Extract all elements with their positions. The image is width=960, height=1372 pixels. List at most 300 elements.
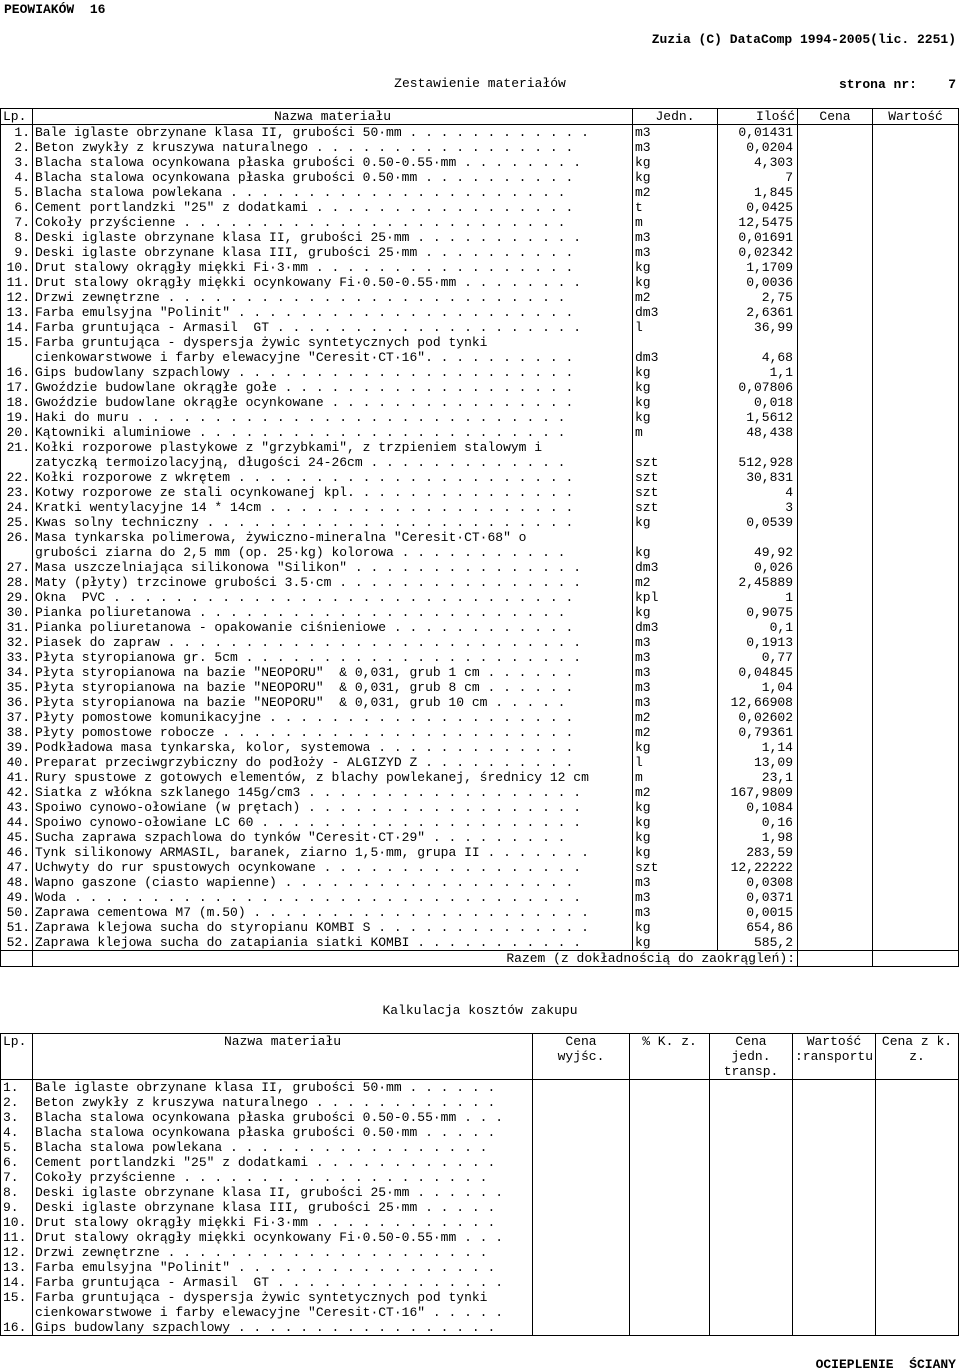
table-row bbox=[1, 1290, 959, 1320]
row-name bbox=[33, 530, 633, 560]
row-lp: 37. bbox=[6, 710, 30, 725]
table-row bbox=[1, 845, 959, 860]
row-name bbox=[33, 740, 633, 755]
row-unit: kg bbox=[633, 395, 718, 410]
row-price bbox=[798, 155, 873, 170]
doc-footer: OCIEPLENIE ŚCIANY bbox=[815, 1357, 956, 1372]
row-price-with-cost bbox=[876, 1230, 959, 1245]
row-name-line: Deski iglaste obrzynane klasa III, grubości 25·mm . . . . . bbox=[35, 1200, 496, 1215]
row-name-line: Cement portlandzki "25" z dodatkami . . . . . . . . . . . . . . . . . bbox=[35, 200, 574, 215]
row-name-line: Zaprawa cementowa M7 (m.50) . . . . . . . . . . . . . . . . . . . . . . bbox=[35, 905, 589, 920]
table-row bbox=[1, 155, 959, 170]
row-price bbox=[798, 650, 873, 665]
row-price-with-cost bbox=[876, 1245, 959, 1260]
row-name-line: Bale iglaste obrzynane klasa II, grubości 50·mm . . . . . . bbox=[35, 1080, 496, 1095]
row-qty: 36,99 bbox=[718, 320, 798, 335]
row-transport-value bbox=[793, 1155, 876, 1170]
row-lp: 5. bbox=[3, 1140, 19, 1155]
row-lp: 13. bbox=[6, 305, 30, 320]
page-number: 7 bbox=[948, 77, 956, 92]
col-unit: Jedn. bbox=[633, 109, 718, 125]
table-row bbox=[1, 905, 959, 920]
row-lp: 40. bbox=[6, 755, 30, 770]
row-lp: 41. bbox=[6, 770, 30, 785]
row-transport-value bbox=[793, 1170, 876, 1185]
row-price bbox=[798, 185, 873, 200]
row-name-line: Kratki wentylacyjne 14 * 14cm . . . . . . . . . . . . . . . . . . . . bbox=[35, 500, 574, 515]
row-qty: 585,2 bbox=[718, 935, 798, 951]
row-name bbox=[33, 305, 633, 320]
table-row bbox=[1, 890, 959, 905]
row-price bbox=[798, 815, 873, 830]
row-unit: m3 bbox=[633, 905, 718, 920]
row-lp: 11. bbox=[3, 1230, 27, 1245]
row-name bbox=[33, 185, 633, 200]
table-row bbox=[1, 590, 959, 605]
program-info: Zuzia (C) DataComp 1994-2005(lic. 2251) bbox=[651, 32, 956, 47]
row-name-line: Bale iglaste obrzynane klasa II, grubości 50·mm . . . . . . . . . . . . bbox=[35, 125, 589, 140]
row-name-line: Blacha stalowa ocynkowana płaska grubości 0.50-0.55·mm . . . . . . . . bbox=[35, 155, 582, 170]
row-price bbox=[798, 755, 873, 770]
row-price bbox=[798, 200, 873, 215]
materials-table bbox=[0, 108, 959, 967]
row-transport-unit-price bbox=[710, 1125, 793, 1140]
row-lp: 9. bbox=[3, 1200, 19, 1215]
row-name-line: Preparat przeciwgrzybiczny do podłoży - ALGIZYD Z . . . . . . . . . . bbox=[35, 755, 574, 770]
row-name bbox=[33, 470, 633, 485]
row-name-line: Piasek do zapraw . . . . . . . . . . . . . . . . . . . . . . . . . . . bbox=[35, 635, 582, 650]
row-value bbox=[873, 620, 959, 635]
row-qty: 0,1 bbox=[718, 620, 798, 635]
row-lp: 20. bbox=[6, 425, 30, 440]
row-transport-unit-price bbox=[710, 1185, 793, 1200]
row-value bbox=[873, 800, 959, 815]
table-row bbox=[1, 1260, 959, 1275]
row-name-line: Deski iglaste obrzynane klasa III, grubości 25·mm . . . . . . . . . . bbox=[35, 245, 574, 260]
col-lp: Lp. bbox=[1, 1034, 33, 1080]
row-name bbox=[33, 245, 633, 260]
row-value bbox=[873, 515, 959, 530]
row-price bbox=[798, 410, 873, 425]
row-name bbox=[33, 395, 633, 410]
row-purchase-cost-percent bbox=[630, 1320, 710, 1336]
row-unit: szt bbox=[633, 860, 718, 875]
table-row bbox=[1, 470, 959, 485]
table-row bbox=[1, 290, 959, 305]
row-lp: 19. bbox=[6, 410, 30, 425]
row-name-line: Cokoły przyścienne . . . . . . . . . . . . . . . . . . . . . . . . . bbox=[35, 215, 566, 230]
table-row bbox=[1, 575, 959, 590]
row-lp: 35. bbox=[6, 680, 30, 695]
row-name bbox=[33, 665, 633, 680]
row-qty: 1 bbox=[718, 590, 798, 605]
row-lp: 3. bbox=[3, 1110, 19, 1125]
table-row bbox=[1, 680, 959, 695]
row-lp: 39. bbox=[6, 740, 30, 755]
row-purchase-cost-percent bbox=[630, 1260, 710, 1275]
row-lp: 27. bbox=[6, 560, 30, 575]
row-lp: 14. bbox=[3, 1275, 27, 1290]
row-name bbox=[33, 755, 633, 770]
row-unit: dm3 bbox=[633, 560, 718, 575]
row-purchase-cost-percent bbox=[630, 1230, 710, 1245]
row-name-line: Maty (płyty) trzcinowe grubości 3.5·cm . . . . . . . . . . . . . . . . bbox=[35, 575, 582, 590]
row-price-with-cost bbox=[876, 1155, 959, 1170]
row-price bbox=[798, 140, 873, 155]
row-price bbox=[798, 590, 873, 605]
row-lp: 42. bbox=[6, 785, 30, 800]
row-unit: kg bbox=[633, 275, 718, 290]
row-value bbox=[873, 185, 959, 200]
table-row bbox=[1, 1245, 959, 1260]
row-price-with-cost bbox=[876, 1080, 959, 1096]
row-purchase-cost-percent bbox=[630, 1215, 710, 1230]
row-transport-value bbox=[793, 1110, 876, 1125]
table-row bbox=[1, 500, 959, 515]
row-transport-value bbox=[793, 1140, 876, 1155]
row-transport-unit-price bbox=[710, 1155, 793, 1170]
col-price: Cena bbox=[798, 109, 873, 125]
row-unit: kg bbox=[633, 920, 718, 935]
row-value bbox=[873, 650, 959, 665]
row-value bbox=[873, 875, 959, 890]
row-qty: 1,5612 bbox=[718, 410, 798, 425]
table-row bbox=[1, 515, 959, 530]
row-value bbox=[873, 305, 959, 320]
row-price bbox=[798, 605, 873, 620]
row-price-with-cost bbox=[876, 1170, 959, 1185]
row-qty: 0,0036 bbox=[718, 275, 798, 290]
row-qty: 12,5475 bbox=[718, 215, 798, 230]
row-name bbox=[33, 1155, 533, 1170]
materials-total-row bbox=[1, 951, 959, 967]
row-value bbox=[873, 590, 959, 605]
row-value bbox=[873, 905, 959, 920]
row-price bbox=[798, 800, 873, 815]
row-name-line: Blacha stalowa powlekana . . . . . . . . . . . . . . . . . bbox=[35, 1140, 488, 1155]
row-base-price bbox=[533, 1320, 630, 1336]
row-name bbox=[33, 155, 633, 170]
row-unit: kpl bbox=[633, 590, 718, 605]
table-row bbox=[1, 1275, 959, 1290]
table-row bbox=[1, 425, 959, 440]
row-transport-unit-price bbox=[710, 1095, 793, 1110]
row-name-line: Deski iglaste obrzynane klasa II, grubości 25·mm . . . . . . . . . . . bbox=[35, 230, 582, 245]
table-row bbox=[1, 650, 959, 665]
row-lp: 30. bbox=[6, 605, 30, 620]
table-row bbox=[1, 785, 959, 800]
row-name bbox=[33, 365, 633, 380]
row-value bbox=[873, 680, 959, 695]
row-name-line: cienkowarstwowe i farby elewacyjne "Ceresit·CT·16" . . . . . bbox=[35, 1305, 504, 1320]
table-row bbox=[1, 860, 959, 875]
table-row bbox=[1, 140, 959, 155]
row-value bbox=[873, 890, 959, 905]
table-row bbox=[1, 815, 959, 830]
row-unit: szt bbox=[633, 485, 718, 500]
row-qty: 0,77 bbox=[718, 650, 798, 665]
row-lp: 21. bbox=[6, 440, 30, 455]
row-qty: 0,026 bbox=[718, 560, 798, 575]
doc-header-right bbox=[652, 2, 956, 107]
row-price bbox=[798, 935, 873, 951]
row-lp: 45. bbox=[6, 830, 30, 845]
row-name bbox=[33, 695, 633, 710]
row-unit: szt bbox=[633, 470, 718, 485]
row-name-line: Haki do muru . . . . . . . . . . . . . . . . . . . . . . . . . . . . bbox=[35, 410, 566, 425]
table-row bbox=[1, 635, 959, 650]
row-name bbox=[33, 410, 633, 425]
row-price bbox=[798, 170, 873, 185]
table-row bbox=[1, 1095, 959, 1110]
row-name-line: Gips budowlany szpachlowy . . . . . . . . . . . . . . . . . bbox=[35, 1320, 496, 1335]
row-name bbox=[33, 935, 633, 951]
row-lp: 4. bbox=[14, 170, 30, 185]
row-name-line: Farba emulsyjna "Polinit" . . . . . . . . . . . . . . . . . . . . . . bbox=[35, 305, 574, 320]
row-transport-unit-price bbox=[710, 1290, 793, 1320]
row-value bbox=[873, 380, 959, 395]
row-name-line: Drut stalowy okrągły miękki ocynkowany Fi·0.50-0.55·mm . . . . . . . . bbox=[35, 275, 582, 290]
row-transport-value bbox=[793, 1080, 876, 1096]
row-value bbox=[873, 935, 959, 951]
row-name-line: Kątowniki aluminiowe . . . . . . . . . . . . . . . . . . . . . . . . bbox=[35, 425, 566, 440]
row-price bbox=[798, 770, 873, 785]
col-price-with-cost: Cena z k. z. bbox=[876, 1034, 959, 1080]
row-lp: 33. bbox=[6, 650, 30, 665]
row-qty: 13,09 bbox=[718, 755, 798, 770]
row-purchase-cost-percent bbox=[630, 1110, 710, 1125]
table-row bbox=[1, 1200, 959, 1215]
row-name-line: Płyty pomostowe komunikacyjne . . . . . . . . . . . . . . . . . . . . bbox=[35, 710, 574, 725]
row-unit: m bbox=[633, 425, 718, 440]
row-price bbox=[798, 440, 873, 470]
table-row bbox=[1, 365, 959, 380]
table-row bbox=[1, 920, 959, 935]
row-qty: 0,1913 bbox=[718, 635, 798, 650]
doc-header-left: PEOWIAKÓW 16 bbox=[4, 2, 106, 17]
row-qty: 2,75 bbox=[718, 290, 798, 305]
row-price bbox=[798, 560, 873, 575]
row-price-with-cost bbox=[876, 1215, 959, 1230]
row-name-line: Drut stalowy okrągły miękki Fi·3·mm . . . . . . . . . . . . bbox=[35, 1215, 496, 1230]
row-unit: szt bbox=[633, 440, 718, 470]
row-unit: kg bbox=[633, 410, 718, 425]
table-row bbox=[1, 695, 959, 710]
table-row bbox=[1, 245, 959, 260]
col-name: Nazwa materiału bbox=[33, 109, 633, 125]
row-unit: m3 bbox=[633, 635, 718, 650]
table-row bbox=[1, 320, 959, 335]
row-name bbox=[33, 920, 633, 935]
row-lp: 48. bbox=[6, 875, 30, 890]
row-lp: 8. bbox=[3, 1185, 19, 1200]
row-name-line: Kołki rozporowe plastykowe z "grzybkami", z trzpieniem stalowym i bbox=[35, 440, 543, 455]
row-unit: l bbox=[633, 320, 718, 335]
row-lp: 43. bbox=[6, 800, 30, 815]
row-price bbox=[798, 275, 873, 290]
row-base-price bbox=[533, 1170, 630, 1185]
col-transport-unit-price: Cena jedn. transp. bbox=[710, 1034, 793, 1080]
row-name bbox=[33, 380, 633, 395]
row-price bbox=[798, 530, 873, 560]
row-unit: m2 bbox=[633, 575, 718, 590]
row-name bbox=[33, 1080, 533, 1096]
row-transport-unit-price bbox=[710, 1320, 793, 1336]
row-lp: 3. bbox=[14, 155, 30, 170]
row-qty: 4 bbox=[718, 485, 798, 500]
row-price bbox=[798, 260, 873, 275]
row-qty: 1,04 bbox=[718, 680, 798, 695]
row-name bbox=[33, 710, 633, 725]
row-transport-value bbox=[793, 1230, 876, 1245]
row-qty: 0,79361 bbox=[718, 725, 798, 740]
row-base-price bbox=[533, 1245, 630, 1260]
row-unit: m3 bbox=[633, 695, 718, 710]
table-row bbox=[1, 740, 959, 755]
row-price bbox=[798, 320, 873, 335]
row-base-price bbox=[533, 1275, 630, 1290]
row-name-line: Farba emulsyjna "Polinit" . . . . . . . . . . . . . . . . . bbox=[35, 1260, 496, 1275]
row-price bbox=[798, 875, 873, 890]
row-lp: 6. bbox=[3, 1155, 19, 1170]
row-price bbox=[798, 470, 873, 485]
table-row bbox=[1, 125, 959, 141]
row-lp: 28. bbox=[6, 575, 30, 590]
row-name-line: Płyta styropianowa na bazie "NEOPORU" & 0,031, grub 10 cm . . . . . bbox=[35, 695, 566, 710]
row-name-line: Sucha zaprawa szpachlowa do tynków "Ceresit·CT·29" . . . . . . . . . bbox=[35, 830, 566, 845]
row-name bbox=[33, 1230, 533, 1245]
row-value bbox=[873, 215, 959, 230]
row-name-line: grubości ziarna do 2,5 mm (op. 25·kg) kolorowa . . . . . . . . . . . bbox=[35, 545, 566, 560]
row-price bbox=[798, 125, 873, 141]
row-price bbox=[798, 740, 873, 755]
row-name bbox=[33, 860, 633, 875]
row-purchase-cost-percent bbox=[630, 1095, 710, 1110]
row-transport-unit-price bbox=[710, 1080, 793, 1096]
row-name-line: Siatka z włókna szklanego 145g/cm3 . . . . . . . . . . . . . . . . . . bbox=[35, 785, 582, 800]
row-transport-value bbox=[793, 1290, 876, 1320]
col-value: Wartość bbox=[873, 109, 959, 125]
row-price-with-cost bbox=[876, 1200, 959, 1215]
row-unit: kg bbox=[633, 155, 718, 170]
row-name bbox=[33, 230, 633, 245]
row-price-with-cost bbox=[876, 1290, 959, 1320]
table-row bbox=[1, 215, 959, 230]
row-qty: 1,14 bbox=[718, 740, 798, 755]
row-price bbox=[798, 845, 873, 860]
row-base-price bbox=[533, 1215, 630, 1230]
table-row bbox=[1, 770, 959, 785]
row-price bbox=[798, 500, 873, 515]
row-price bbox=[798, 425, 873, 440]
table-row bbox=[1, 830, 959, 845]
row-value bbox=[873, 170, 959, 185]
row-lp: 15. bbox=[6, 335, 30, 350]
row-qty: 0,018 bbox=[718, 395, 798, 410]
row-lp: 36. bbox=[6, 695, 30, 710]
row-value bbox=[873, 605, 959, 620]
row-unit: m3 bbox=[633, 890, 718, 905]
col-purchase-cost-percent: % K. z. bbox=[630, 1034, 710, 1080]
row-base-price bbox=[533, 1290, 630, 1320]
row-transport-value bbox=[793, 1215, 876, 1230]
row-lp: 38. bbox=[6, 725, 30, 740]
row-base-price bbox=[533, 1185, 630, 1200]
row-qty: 167,9809 bbox=[718, 785, 798, 800]
row-qty: 0,02602 bbox=[718, 710, 798, 725]
table-row bbox=[1, 335, 959, 365]
row-value bbox=[873, 665, 959, 680]
table-row bbox=[1, 665, 959, 680]
row-transport-unit-price bbox=[710, 1260, 793, 1275]
row-name bbox=[33, 1320, 533, 1336]
row-purchase-cost-percent bbox=[630, 1200, 710, 1215]
row-name bbox=[33, 1215, 533, 1230]
row-qty: 48,438 bbox=[718, 425, 798, 440]
row-name-line: Drzwi zewnętrzne . . . . . . . . . . . . . . . . . . . . . . . . . . bbox=[35, 290, 566, 305]
row-value bbox=[873, 395, 959, 410]
row-price bbox=[798, 380, 873, 395]
row-name-line: Deski iglaste obrzynane klasa II, grubości 25·mm . . . . . . bbox=[35, 1185, 504, 1200]
row-purchase-cost-percent bbox=[630, 1125, 710, 1140]
row-name bbox=[33, 890, 633, 905]
row-name bbox=[33, 785, 633, 800]
row-name bbox=[33, 125, 633, 141]
row-qty: 0,0015 bbox=[718, 905, 798, 920]
row-value bbox=[873, 725, 959, 740]
row-name-line: zatyczką termoizolacyjną, długości 24-26cm . . . . . . . . . . . . . bbox=[35, 455, 566, 470]
row-value bbox=[873, 470, 959, 485]
row-name-line: Blacha stalowa ocynkowana płaska grubości 0.50-0.55·mm . . . bbox=[35, 1110, 504, 1125]
row-name bbox=[33, 575, 633, 590]
row-value bbox=[873, 920, 959, 935]
row-price bbox=[798, 485, 873, 500]
row-unit: dm3 bbox=[633, 620, 718, 635]
row-lp: 9. bbox=[14, 245, 30, 260]
row-name bbox=[33, 635, 633, 650]
row-value bbox=[873, 200, 959, 215]
row-value bbox=[873, 260, 959, 275]
row-qty: 0,0425 bbox=[718, 200, 798, 215]
row-unit: m3 bbox=[633, 680, 718, 695]
row-lp: 32. bbox=[6, 635, 30, 650]
row-price bbox=[798, 620, 873, 635]
row-base-price bbox=[533, 1095, 630, 1110]
row-qty: 0,9075 bbox=[718, 605, 798, 620]
row-value bbox=[873, 710, 959, 725]
row-name-line: Beton zwykły z kruszywa naturalnego . . . . . . . . . . . . . . . . . bbox=[35, 140, 574, 155]
row-name bbox=[33, 1140, 533, 1155]
row-name bbox=[33, 830, 633, 845]
row-price-with-cost bbox=[876, 1095, 959, 1110]
row-lp: 47. bbox=[6, 860, 30, 875]
row-value bbox=[873, 755, 959, 770]
row-unit: m3 bbox=[633, 230, 718, 245]
row-value bbox=[873, 365, 959, 380]
table-row bbox=[1, 200, 959, 215]
row-qty: 654,86 bbox=[718, 920, 798, 935]
row-name bbox=[33, 1185, 533, 1200]
row-price bbox=[798, 890, 873, 905]
row-value bbox=[873, 815, 959, 830]
row-unit: kg bbox=[633, 380, 718, 395]
row-name bbox=[33, 485, 633, 500]
row-value bbox=[873, 425, 959, 440]
table-row bbox=[1, 305, 959, 320]
row-name-line: Woda . . . . . . . . . . . . . . . . . . . . . . . . . . . . . . . . . bbox=[35, 890, 582, 905]
row-qty: 4,68 bbox=[718, 335, 798, 365]
row-name-line: Farba gruntująca - Armasil GT . . . . . . . . . . . . . . . . . . . . bbox=[35, 320, 582, 335]
